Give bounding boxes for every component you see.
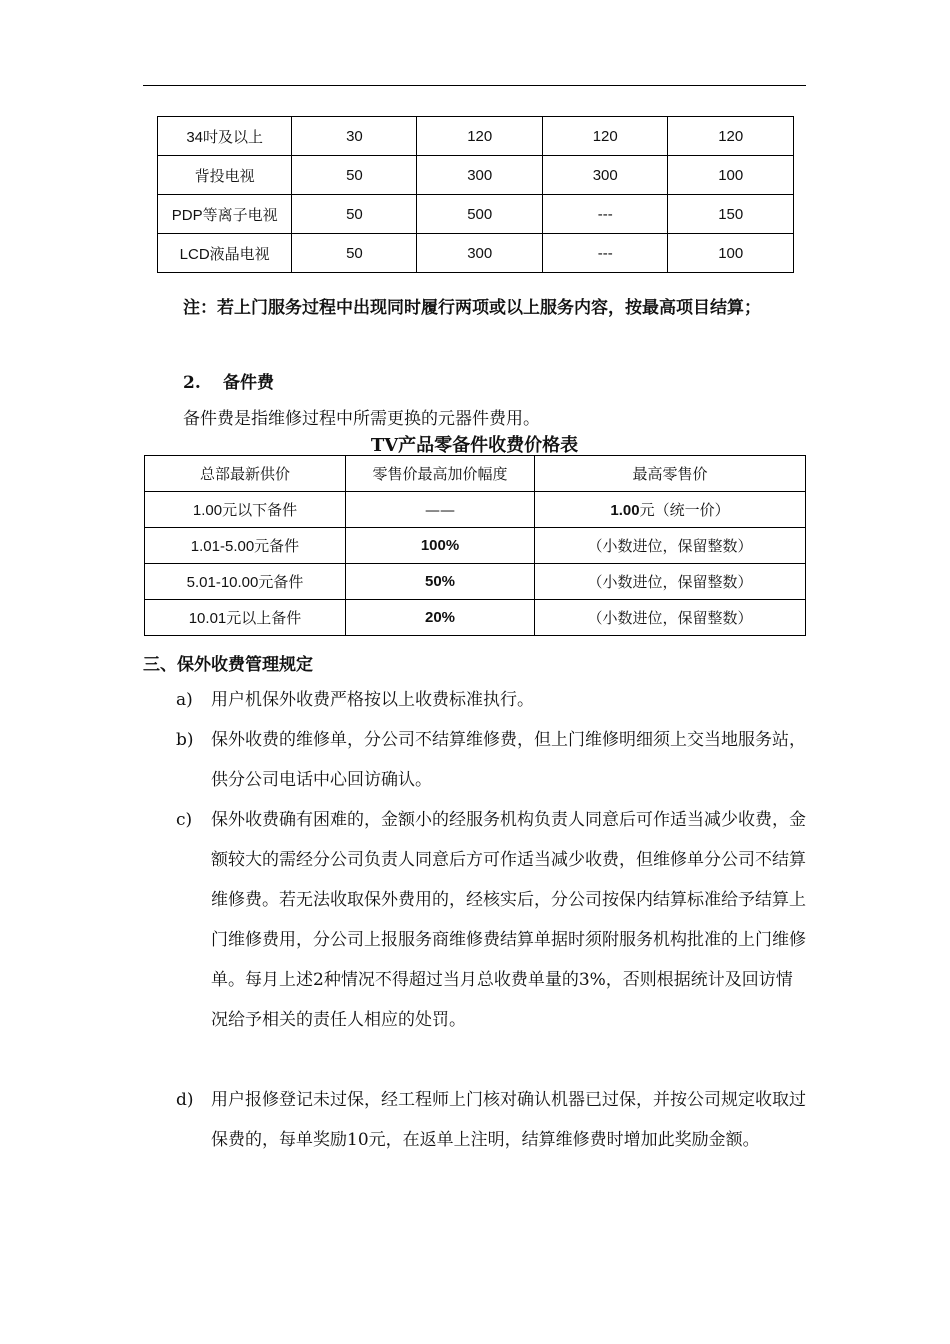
column-header: 最高零售价 [535,456,806,492]
table-cell: 34吋及以上 [158,117,292,156]
section-2-number: 2. [183,373,201,393]
price-suffix: 元（统一价） [639,501,730,519]
table-cell: 100 [668,156,794,195]
table-cell: —— [346,492,535,528]
table-cell: 120 [417,117,542,156]
table-row [145,600,806,636]
table-cell: 100 [668,234,794,273]
table-row [158,156,794,195]
list-item [176,680,808,720]
table-cell: PDP等离子电视 [158,195,292,234]
list-item-label: b) [176,730,194,750]
parts-table-title: TV产品零备件收费价格表 [370,435,579,456]
list-item-label: a) [176,690,193,710]
list-item-text: 用户报修登记未过保，经工程师上门核对确认机器已过保，并按公司规定收取过保费的，每单奖励10元，在返单上注明，结算维修费时增加此奖励金额。 [211,1090,806,1150]
list-item [176,720,808,800]
table-cell: 30 [292,117,417,156]
table-cell: 1.01-5.00元备件 [145,528,346,564]
table-cell: （小数进位，保留整数） [535,600,806,636]
table-cell: 500 [417,195,542,234]
table-row [158,234,794,273]
table-cell [535,492,806,528]
table-cell: 100% [346,528,535,564]
list-item [176,800,808,1040]
table-cell: 20% [346,600,535,636]
list-item [176,1080,808,1160]
section-2-heading [183,368,274,393]
header-rule [143,85,806,86]
table-cell: 50 [292,195,417,234]
section-2-title: 备件费 [223,373,274,393]
parts-price-table [144,455,806,636]
section-2-paragraph: 备件费是指维修过程中所需更换的元器件费用。 [183,409,540,429]
table-cell: 5.01-10.00元备件 [145,564,346,600]
table-cell: 300 [542,156,667,195]
table-row [158,117,794,156]
table-row [145,564,806,600]
table-cell: 120 [668,117,794,156]
list-item-text: 保外收费确有困难的，金额小的经服务机构负责人同意后可作适当减少收费，金额较大的需经分公司负责人同意后方可作适当减少收费，但维修单分公司不结算维修费。若无法收取保外费用的，经核实后，分公司按保内结算标准给予结算上门维修费用，分公司上报服务商维修费结算单据时须附服务机构批准的上门维修单。每月上述2种情况不得超过当月总收费单量的3%，否则根据统计及回访情况给予相关的责任人相应的处罚。 [211,810,806,1030]
table-cell: --- [542,195,667,234]
list-item-label: d) [176,1090,194,1110]
table-cell: 1.00元以下备件 [145,492,346,528]
table-cell: 50 [292,156,417,195]
list-item-text: 用户机保外收费严格按以上收费标准执行。 [211,690,534,710]
table-cell: （小数进位，保留整数） [535,564,806,600]
table-cell: （小数进位，保留整数） [535,528,806,564]
table-cell: 150 [668,195,794,234]
column-header: 总部最新供价 [145,456,346,492]
table-cell: 300 [417,234,542,273]
service-fee-table [157,116,794,273]
table-cell: LCD液晶电视 [158,234,292,273]
table-cell: 50 [292,234,417,273]
table-cell: 120 [542,117,667,156]
table-cell: 背投电视 [158,156,292,195]
table-row [145,492,806,528]
settlement-note: 注：若上门服务过程中出现同时履行两项或以上服务内容，按最高项目结算； [183,298,761,318]
table-cell: 50% [346,564,535,600]
table-row [158,195,794,234]
table-header-row [145,456,806,492]
price-value: 1.00 [610,502,640,519]
table-cell: 10.01元以上备件 [145,600,346,636]
column-header: 零售价最高加价幅度 [346,456,535,492]
table-cell: 300 [417,156,542,195]
table-row [145,528,806,564]
list-item-text: 保外收费的维修单，分公司不结算维修费，但上门维修明细须上交当地服务站，供分公司电话中心回访确认。 [211,730,806,790]
section-3-heading: 三、保外收费管理规定 [143,655,313,675]
list-item-label: c) [176,810,193,830]
table-cell: --- [542,234,667,273]
